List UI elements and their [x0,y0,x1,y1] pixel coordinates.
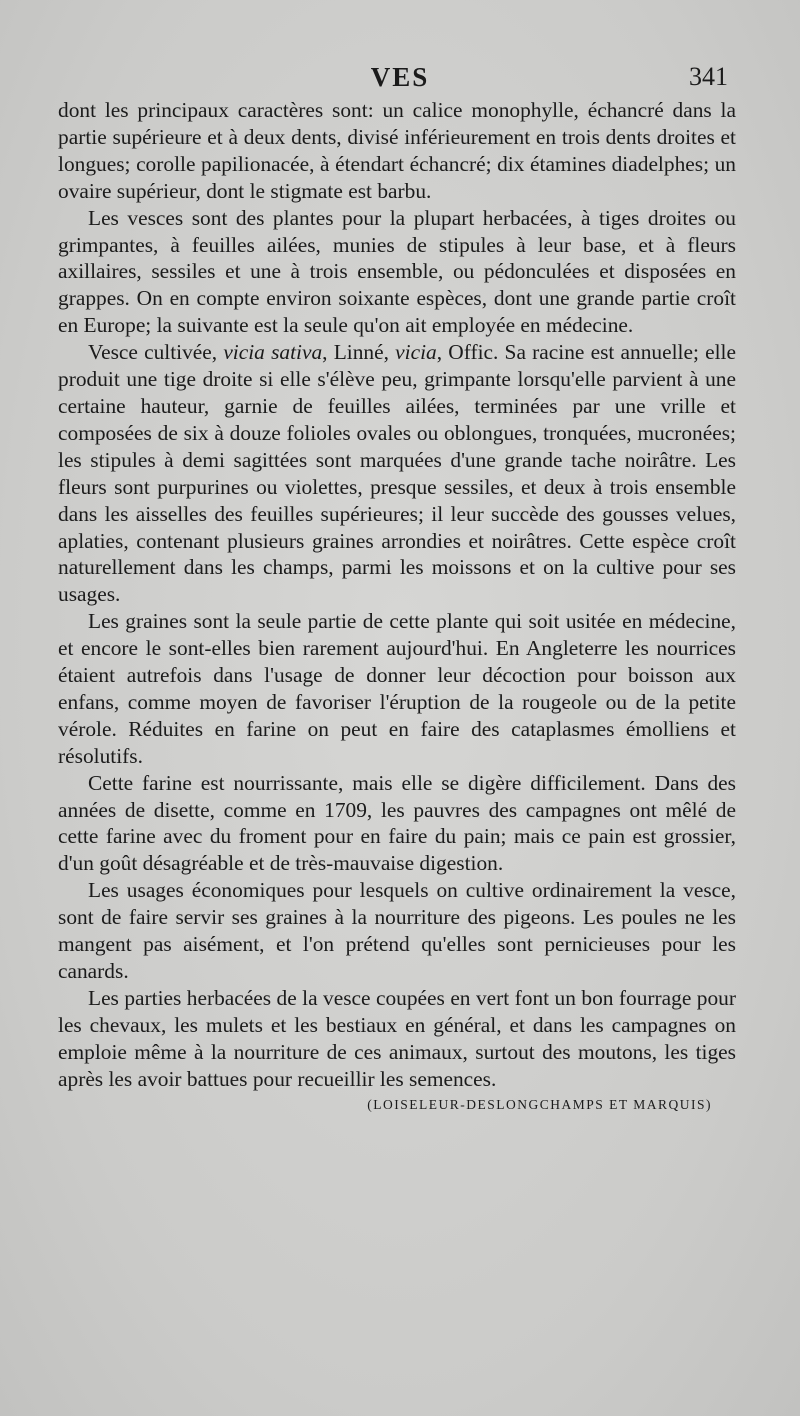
page-number: 341 [689,62,728,91]
paragraph-forage: Les parties herbacées de la vesce coupées en vert font un bon fourrage pour les chevaux, les mulets et les bestiaux en général, et dans les campagnes on emploie même à la nourriture de ces animaux, surtout des moutons, les tiges après les avoir battues pour recueillir les semences. [58,985,736,1091]
species-description: , Offic. Sa racine est annuelle; elle produit une tige droite si elle s'élève peu, grimpante lorsqu'elle parvient à une certaine hauteur, garnie de feuilles ailées, terminées par une vrille et composées de six à douze folioles ovales ou oblongues, tronquées, mucronées; les stipules à demi sagittées sont marquées d'une grande tache noirâtre. Les fleurs sont purpurines ou violettes, presque sessiles, et deux à trois ensemble dans les aisselles des feuilles supérieures; il leur succède des gousses velues, aplaties, contenant plusieurs graines arrondies et noirâtres. Cette espèce croît naturellement dans les champs, parmi les moissons et on la cultive pour ses usages. [58,340,736,607]
paragraph-medical-use: Les graines sont la seule partie de cette plante qui soit usitée en médecine, et encore le sont-elles bien rarement aujourd'hui. En Angleterre les nourrices étaient autrefois dans l'usage de donner leur décoction pour boisson aux enfans, comme moyen de favoriser l'éruption de la rougeole ou de la petite vérole. Réduites en farine on peut en faire des cataplasmes émolliens et résolutifs. [58,609,736,768]
paragraph-genus-description: Les vesces sont des plantes pour la plupart herbacées, à tiges droites ou grimpantes, à feuilles ailées, munies de stipules à leur base, et à fleurs axillaires, sessiles et une à trois ensemble, ou pédonculées et disposées en grappes. On en compte environ soixante espèces, dont une grande partie croît en Europe; la suivante est la seule qu'on ait employée en médecine. [58,205,736,338]
paragraph-vicia-sativa [58,339,736,608]
author-signature: (LOISELEUR-DESLONGCHAMPS ET MARQUIS) [367,1096,712,1112]
paragraph-economic-use: Les usages économiques pour lesquels on cultive ordinairement la vesce, sont de faire servir ses graines à la nourriture des pigeons. Les poules ne les mangent pas aisément, et l'on prétend qu'elles sont pernicieuses pour les canards. [58,878,736,983]
paragraph-continued: dont les principaux caractères sont: un calice monophylle, échancré dans la partie supérieure et à deux dents, divisé inférieurement en trois dents droites et longues; corolle papilionacée, à étendart échancré; dix étamines diadelphes; un ovaire supérieur, dont le stigmate est barbu. [58,98,736,203]
running-head: VES [370,62,430,92]
species-latin-name: vicia sativa [223,340,323,365]
species-authority: , Linné, [322,340,396,365]
species-official-name: vicia [395,340,437,365]
species-lead: Vesce cultivée, [88,340,224,365]
paragraph-flour: Cette farine est nourrissante, mais elle se digère difficilement. Dans des années de disette, comme en 1709, les pauvres des campagnes ont mêlé de cette farine avec du froment pour en faire du pain; mais ce pain est grossier, d'un goût désagréable et de très-mauvaise digestion. [58,770,736,876]
page-header [0,62,800,96]
body-text [58,97,736,1115]
